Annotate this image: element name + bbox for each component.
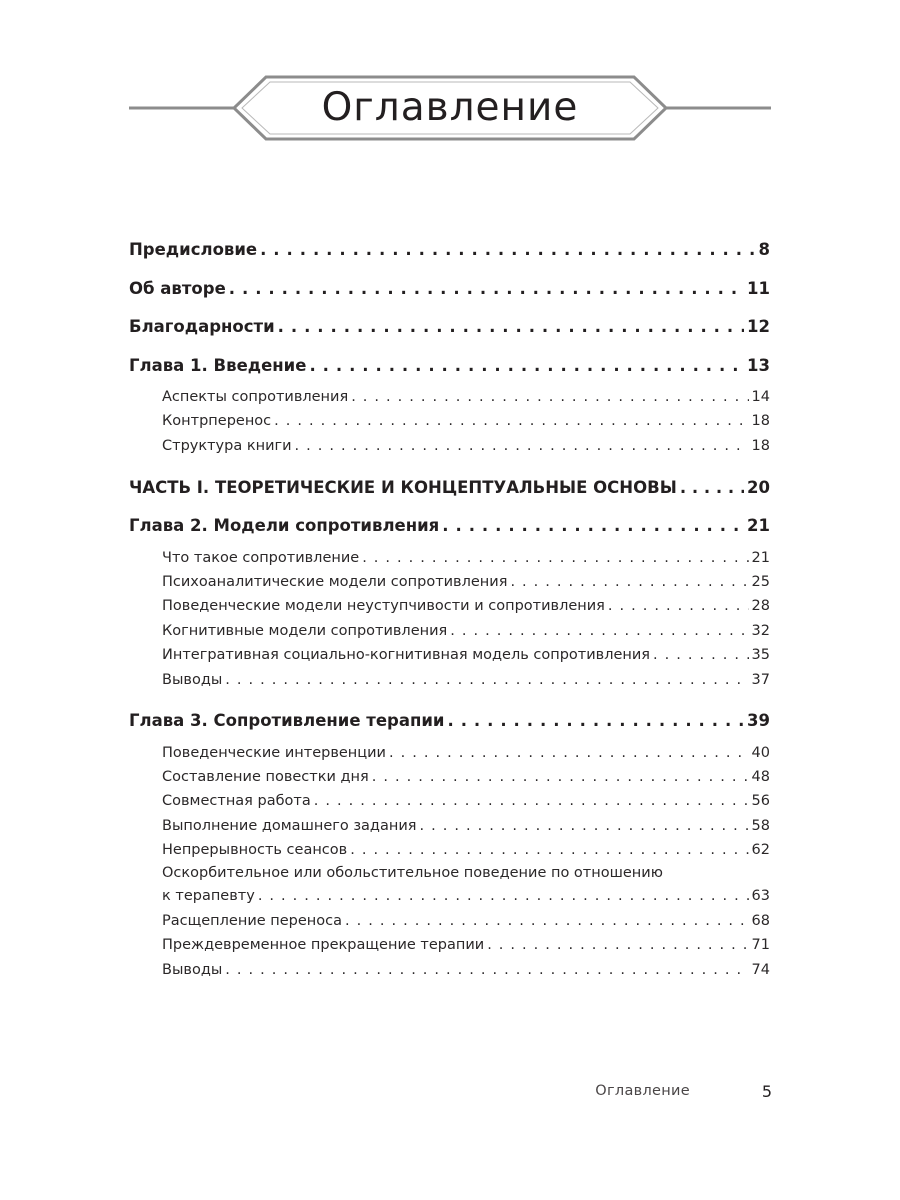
- toc-entry-page: 8: [758, 240, 770, 259]
- toc-section-page: 32: [751, 622, 770, 639]
- toc-section-title: Поведенческие модели неуступчивости и сопротивления: [162, 598, 605, 615]
- dot-leader: [608, 594, 749, 618]
- toc-section-page: 18: [751, 413, 770, 430]
- toc-section-title: Контрперенос: [162, 413, 272, 430]
- dot-leader: [350, 838, 748, 862]
- dot-leader: [309, 347, 744, 386]
- toc-section[interactable]: [129, 838, 770, 862]
- toc-section[interactable]: [129, 814, 770, 838]
- dot-leader: [487, 933, 748, 957]
- toc-section-title: Аспекты сопротивления: [162, 389, 349, 405]
- toc-entry-foreword[interactable]: [129, 231, 770, 270]
- dot-leader: [389, 741, 749, 765]
- toc-section-title: Составление повестки дня: [162, 768, 369, 785]
- toc-section-title: Выполнение домашнего задания: [162, 817, 417, 834]
- toc-section-page: 62: [751, 842, 770, 859]
- toc-entry-page: 39: [747, 711, 770, 731]
- toc-section-title: Поведенческие интервенции: [162, 744, 386, 761]
- toc-entry-title: Глава 1. Введение: [129, 355, 307, 375]
- toc-section-page: 68: [751, 912, 770, 929]
- table-of-contents: [129, 231, 770, 982]
- toc-entry-chapter-3[interactable]: [129, 702, 770, 741]
- toc-section-page: 74: [751, 961, 770, 978]
- toc-section-page: 56: [751, 793, 770, 810]
- toc-section-wrapped-first-line[interactable]: Оскорбительное или обольстительное поведение по отношению: [162, 865, 663, 882]
- dot-leader: [258, 884, 749, 908]
- spacer: [129, 692, 770, 702]
- page-number: 5: [761, 1082, 772, 1101]
- toc-section-page: 25: [751, 574, 770, 591]
- toc-section-page: 14: [751, 389, 770, 405]
- toc-section-page: 28: [751, 598, 770, 615]
- toc-entry-title: Предисловие: [129, 240, 258, 259]
- toc-entry-acknowledgements[interactable]: [129, 308, 770, 347]
- dot-leader: [295, 434, 749, 458]
- toc-entry-page: 11: [747, 278, 770, 298]
- toc-section[interactable]: [129, 789, 770, 813]
- toc-section-title: Преждевременное прекращение терапии: [162, 937, 485, 954]
- toc-entry-title: Об авторе: [129, 278, 226, 298]
- toc-section-page: 21: [751, 549, 770, 566]
- toc-section[interactable]: [129, 619, 770, 643]
- toc-section-title: Выводы: [162, 671, 223, 688]
- toc-section[interactable]: [129, 594, 770, 618]
- toc-part-title: ЧАСТЬ I. ТЕОРЕТИЧЕСКИЕ И КОНЦЕПТУАЛЬНЫЕ ОСНОВЫ: [129, 478, 677, 498]
- toc-section[interactable]: [129, 434, 770, 458]
- toc-entry-page: 13: [747, 355, 770, 375]
- dot-leader: [680, 469, 744, 507]
- toc-entry-page: 21: [747, 516, 770, 536]
- toc-section-page: 58: [751, 817, 770, 834]
- toc-section-title: Структура книги: [162, 437, 292, 454]
- dot-leader: [448, 702, 745, 741]
- toc-section-page: 71: [751, 937, 770, 954]
- toc-section-title: Непрерывность сеансов: [162, 842, 348, 859]
- toc-section[interactable]: [129, 741, 770, 765]
- page-title: Оглавление: [321, 85, 579, 130]
- dot-leader: [362, 546, 748, 570]
- dot-leader: [510, 570, 748, 594]
- toc-entry-about-author[interactable]: [129, 270, 770, 309]
- toc-section[interactable]: [129, 958, 770, 982]
- dot-leader: [260, 231, 755, 270]
- dot-leader: [653, 643, 749, 667]
- toc-section-page: 35: [751, 647, 770, 664]
- dot-leader: [274, 409, 748, 433]
- dot-leader: [442, 507, 744, 546]
- toc-section[interactable]: [129, 884, 770, 908]
- dot-leader: [351, 385, 748, 409]
- toc-section[interactable]: [129, 385, 770, 409]
- toc-section-title: Выводы: [162, 961, 223, 978]
- toc-entry-chapter-1[interactable]: [129, 347, 770, 386]
- dot-leader: [419, 814, 748, 838]
- toc-section-title: Когнитивные модели сопротивления: [162, 622, 448, 639]
- title-banner: [0, 0, 900, 160]
- toc-section[interactable]: [129, 570, 770, 594]
- toc-section[interactable]: [129, 933, 770, 957]
- toc-section-title: Психоаналитические модели сопротивления: [162, 574, 508, 591]
- toc-entry-title: Глава 3. Сопротивление терапии: [129, 711, 445, 731]
- toc-section-title: к терапевту: [162, 888, 255, 905]
- dot-leader: [225, 668, 748, 692]
- dot-leader: [314, 789, 749, 813]
- toc-section-page: 37: [751, 671, 770, 688]
- toc-section[interactable]: [129, 909, 770, 933]
- toc-section[interactable]: [129, 546, 770, 570]
- dot-leader: [345, 909, 749, 933]
- toc-entry-chapter-2[interactable]: [129, 507, 770, 546]
- running-footer-title: Оглавление: [595, 1083, 690, 1099]
- toc-entry-title: Глава 2. Модели сопротивления: [129, 516, 440, 536]
- toc-section[interactable]: [129, 765, 770, 789]
- dot-leader: [450, 619, 748, 643]
- dot-leader: [278, 308, 744, 347]
- toc-part-page: 20: [747, 478, 770, 498]
- dot-leader: [229, 270, 744, 309]
- toc-section[interactable]: [129, 643, 770, 667]
- toc-section-page: 18: [751, 437, 770, 454]
- toc-section[interactable]: [129, 409, 770, 433]
- toc-section-page: 63: [751, 888, 770, 905]
- toc-section-title: Что такое сопротивление: [162, 549, 360, 566]
- toc-section-title: Интегративная социально-когнитивная модель сопротивления: [162, 647, 651, 664]
- toc-entry-part-1[interactable]: [129, 469, 770, 507]
- toc-section-title: Расщепление переноса: [162, 912, 343, 929]
- toc-section-page: 48: [751, 768, 770, 785]
- toc-section[interactable]: [129, 668, 770, 692]
- toc-section-page: 40: [751, 744, 770, 761]
- dot-leader: [372, 765, 749, 789]
- dot-leader: [225, 958, 748, 982]
- toc-entry-title: Благодарности: [129, 317, 275, 336]
- toc-section-title: Совместная работа: [162, 793, 311, 810]
- toc-entry-page: 12: [747, 317, 770, 336]
